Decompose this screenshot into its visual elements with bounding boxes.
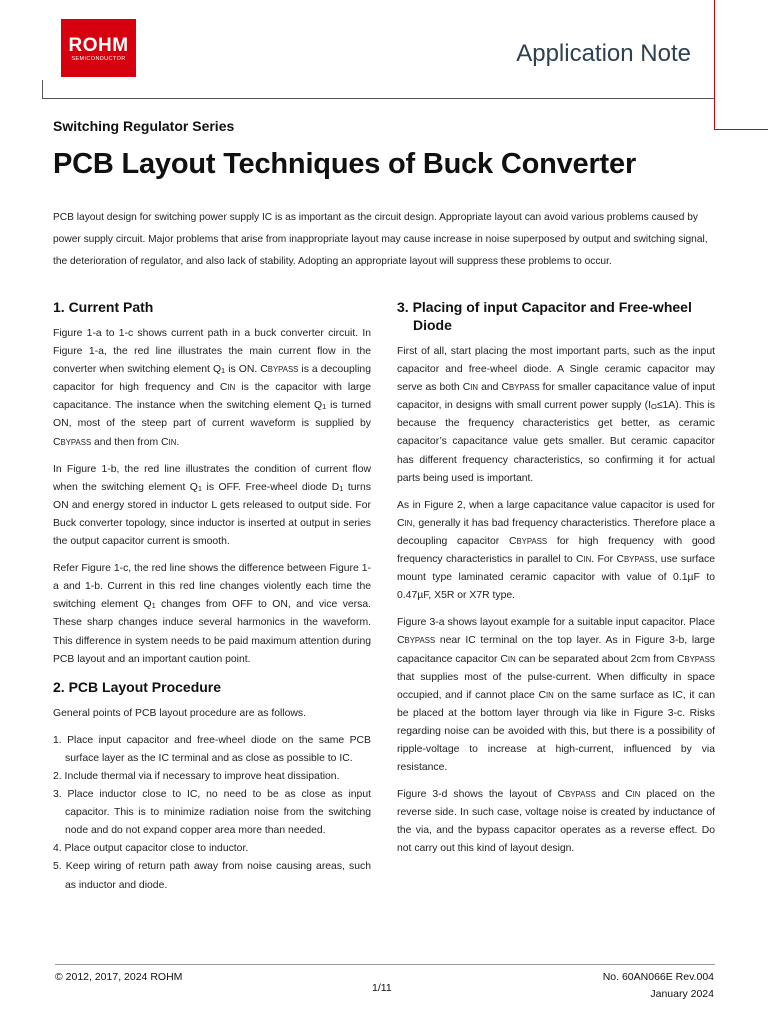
right-column [397, 298, 715, 868]
doc-date: January 2024 [650, 988, 714, 1000]
logo-text: ROHM [68, 35, 129, 56]
footer-divider [55, 964, 715, 965]
page-number: 1/11 [372, 982, 392, 994]
paragraph: Figure 3-d shows the layout of CBYPASS and CIN placed on the reverse side. In such case, voltage noise is created by inductance of the via, and the bypass capacitor operates as a reverse effect. Do not carry out this kind of layout design. [397, 789, 715, 855]
series-label: Switching Regulator Series [53, 118, 235, 134]
logo-subtext: SEMICONDUCTOR [71, 56, 126, 62]
doc-type-label: Application Note [516, 40, 691, 67]
paragraph: Refer Figure 1-c, the red line shows the difference between Figure 1-a and 1-b. Current in this red line changes violently each time the switching element $Q_1$ changes from OFF to ON, and vice versa. These sharp changes induce several harmonics in the waveform. This difference in system needs to be paid maximum attention during PCB layout and an important caution point. [53, 563, 371, 665]
list-item: 4. Place output capacitor close to inductor. [53, 843, 249, 855]
intro-paragraph: PCB layout design for switching power supply IC is as important as the circuit design. Appropriate layout can avoid various problems caused by power supply circuit. Major problems that arise from inappropriate layout may cause increase in noise superposed by output and switching signal, the deterioration of regulator, and also lack of stability. Adopting an appropriate layout will suppress these problems to occur. [53, 212, 708, 267]
page-title: PCB Layout Techniques of Buck Converter [53, 148, 637, 180]
paragraph: Figure 3-a shows layout example for a suitable input capacitor. Place CBYPASS near IC terminal on the top layer. As in Figure 3-b, large capacitance capacitor CIN can be separated about 2cm from CBYPASS that supplies most of the pulse-current. When difficulty in space occupied, and if cannot place CIN on the same surface as IC, it can be placed at the bottom layer through via like in Figure 3-c. Risks regarding noise can be avoided with this, but there is a possibility of ripple-voltage to increase at high-current, influenced by via resistance. [397, 617, 715, 774]
section-heading: 2. PCB Layout Procedure [53, 678, 222, 695]
paragraph: Figure 1-a to 1-c shows current path in a buck converter circuit. In Figure 1-a, the red line illustrates the main current flow in the converter when switching element $Q_1$ is ON. CBYPASS is a decoupling capacitor for high frequency and CIN is the capacitor with large capacitance. The instance when the switching element $Q_1$ is turned ON, most of the steep part of current waveform is supplied by CBYPASS and then from CIN. [53, 328, 371, 448]
list-item: 3. Place inductor close to IC, no need to be as close as input capacitor. This is to minimize radiation noise from the switching node and do not expand copper area more than needed. [53, 789, 371, 837]
red-accent-horizontal [714, 129, 768, 130]
rohm-logo [61, 19, 136, 77]
list-item: 2. Include thermal via if necessary to improve heat dissipation. [53, 770, 340, 782]
doc-number: No. 60AN066E Rev.004 [602, 971, 714, 983]
section-heading: 1. Current Path [53, 299, 154, 315]
left-column [53, 298, 371, 895]
list-item: 1. Place input capacitor and free-wheel diode on the same PCB surface layer as the IC terminal and as close as possible to IC. [53, 734, 371, 764]
red-accent-vertical [714, 0, 715, 130]
procedure-list [53, 732, 371, 895]
header-divider-vertical [42, 80, 43, 99]
header-divider [42, 98, 714, 99]
paragraph: In Figure 1-b, the red line illustrates the condition of current flow when the switching element $Q_1$ is OFF. Free-wheel diode $D_1$ turns ON and energy stored in inductor L gets released to output side. For Buck converter topology, since inductor is inserted at output in series the output capacitor current is smooth. [53, 463, 371, 548]
paragraph: First of all, start placing the most important parts, such as the input capacitor and free-wheel diode. A Single ceramic capacitor may serve as both CIN and CBYPASS for smaller capacitance value of input capacitor, in designs with small current power supply $(I_O\le 1A)$. This is because the frequency characteristics get better, as ceramic capacitor’s capacitance value gets smaller. But ceramic capacitor has different frequency characteristics, so confirming it for actual parts being used is important. [397, 346, 715, 484]
paragraph: As in Figure 2, when a large capacitance value capacitor is used for CIN, generally it has bad frequency characteristics. Therefore place a decoupling capacitor CBYPASS for high frequency with good frequency characteristics in parallel to CIN. For CBYPASS, use surface mount type laminated ceramic capacitor with value of 0.1µF to 0.47µF, X5R or X7R type. [397, 499, 715, 602]
list-item: 5. Keep wiring of return path away from noise causing areas, such as inductor and diode. [53, 861, 371, 891]
section-heading: 3. Placing of input Capacitor and Free-wheel Diode [397, 299, 692, 333]
footer-copyright: © 2012, 2017, 2024 ROHM [55, 971, 183, 983]
paragraph: General points of PCB layout procedure are as follows. [53, 707, 306, 719]
